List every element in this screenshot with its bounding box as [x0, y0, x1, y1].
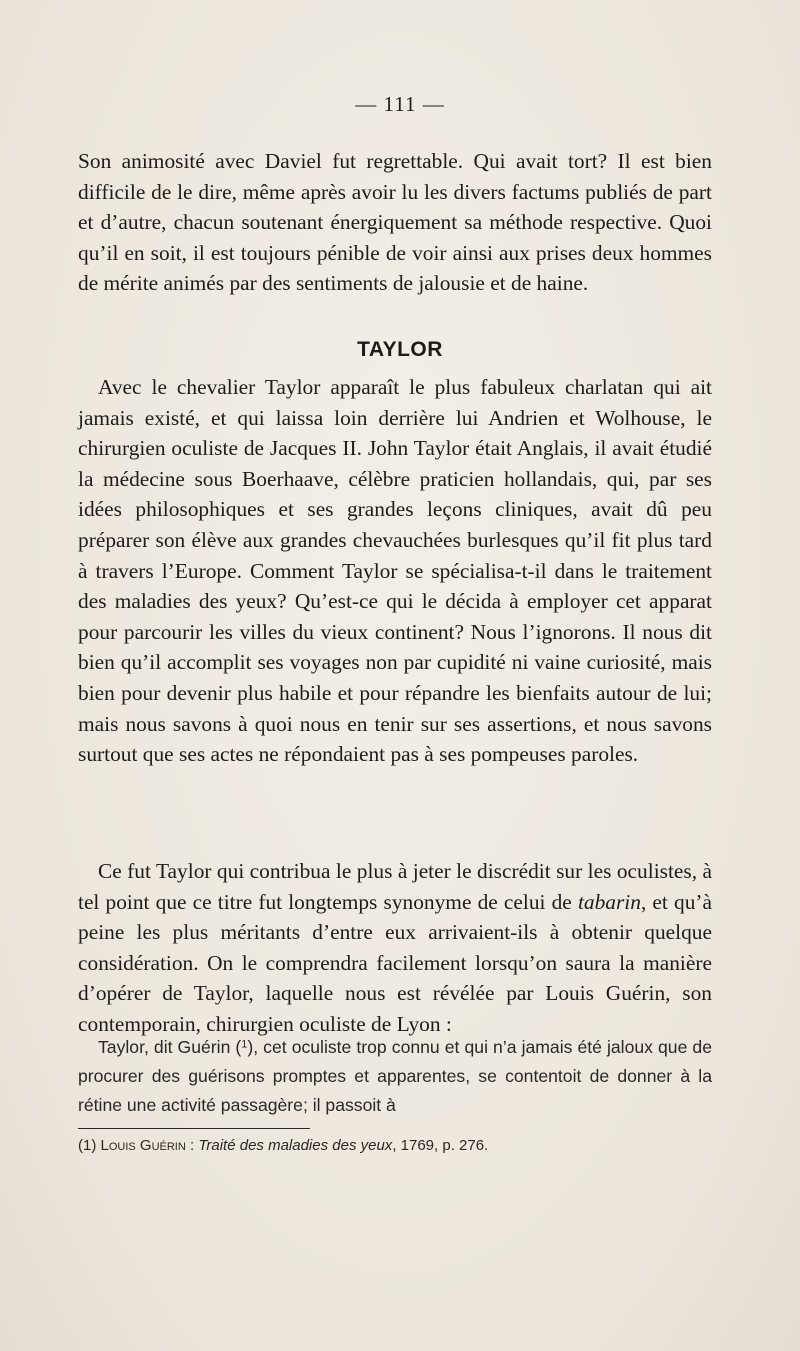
- footnote-divider: [78, 1128, 310, 1129]
- paragraph-tabarin: [78, 856, 712, 1040]
- footnote-details: , 1769, p. 276.: [392, 1137, 489, 1154]
- footnote-reference: 1: [241, 1038, 248, 1051]
- page-number: — 111 —: [355, 92, 445, 116]
- footnote: [78, 1136, 712, 1156]
- quotation-text-start: Taylor, dit Guérin (: [98, 1037, 242, 1057]
- paragraph-tabarin-text-start: Ce fut Taylor qui contribua le plus à jeter le discrédit sur les oculistes, à tel point que ce titre fut longtemps synonyme de celui de: [78, 859, 712, 914]
- paragraph-taylor-intro: Avec le chevalier Taylor apparaît le plus fabuleux charlatan qui ait jamais existé, et qui laissa loin derrière lui Andrien et Wolhouse, le chirurgien oculiste de Jacques II. John Taylor était Anglais, il avait étudié la médecine sous Boerhaave, célèbre praticien hollandais, qui, par ses idées philosophiques et ses grandes leçons cliniques, avait dû peu préparer son élève aux grandes chevauchées burlesques qu’il fit plus tard à travers l’Europe. Comment Taylor se spécialisa-t-il dans le traitement des maladies des yeux? Qu’est-ce qui le décida à employer cet apparat pour parcourir les villes du vieux continent? Nous l’ignorons. Il nous dit bien qu’il accomplit ses voyages non par cupidité ni vaine curiosité, mais bien pour devenir plus habile et pour répandre les bienfaits autour de lui; mais nous savons à quoi nous en tenir sur ses assertions, et nous savons surtout que ses actes ne répondaient pas à ses pompeuses paroles.: [78, 375, 712, 767]
- paragraph-tabarin-text-end: , et qu’à peine les plus méritants d’entre eux arrivaient-ils à obtenir quelque considération. On le comprendra facilement lorsqu’on saura la manière d’opérer de Taylor, laquelle nous est révélée par Louis Guérin, son contemporain, chirurgien oculiste de Lyon :: [78, 889, 713, 1036]
- footnote-separator: :: [185, 1137, 199, 1154]
- section-heading: TAYLOR: [357, 338, 443, 361]
- footnote-author: Louis Guérin: [100, 1137, 186, 1154]
- footnote-marker: (1): [78, 1137, 97, 1154]
- quotation-text-end: ), cet oculiste trop connu et qui n’a jamais été jaloux que de procurer des guérisons promptes et apparentes, se contentoit de donner à la rétine une activité passagère; il passoit à: [78, 1037, 712, 1115]
- paragraph-daviel: Son animosité avec Daviel fut regrettable. Qui avait tort? Il est bien difficile de le dire, même après avoir lu les divers factums publiés de part et d’autre, chacun soutenant énergiquement sa méthode respective. Quoi qu’il en soit, il est toujours pénible de voir ainsi aux prises deux hommes de mérite animés par des sentiments de jalousie et de haine.: [78, 149, 712, 296]
- footnote-book-title: Traité des maladies des yeux: [198, 1137, 393, 1154]
- guerin-quotation: [78, 1033, 712, 1120]
- italic-term: tabarin: [577, 889, 641, 914]
